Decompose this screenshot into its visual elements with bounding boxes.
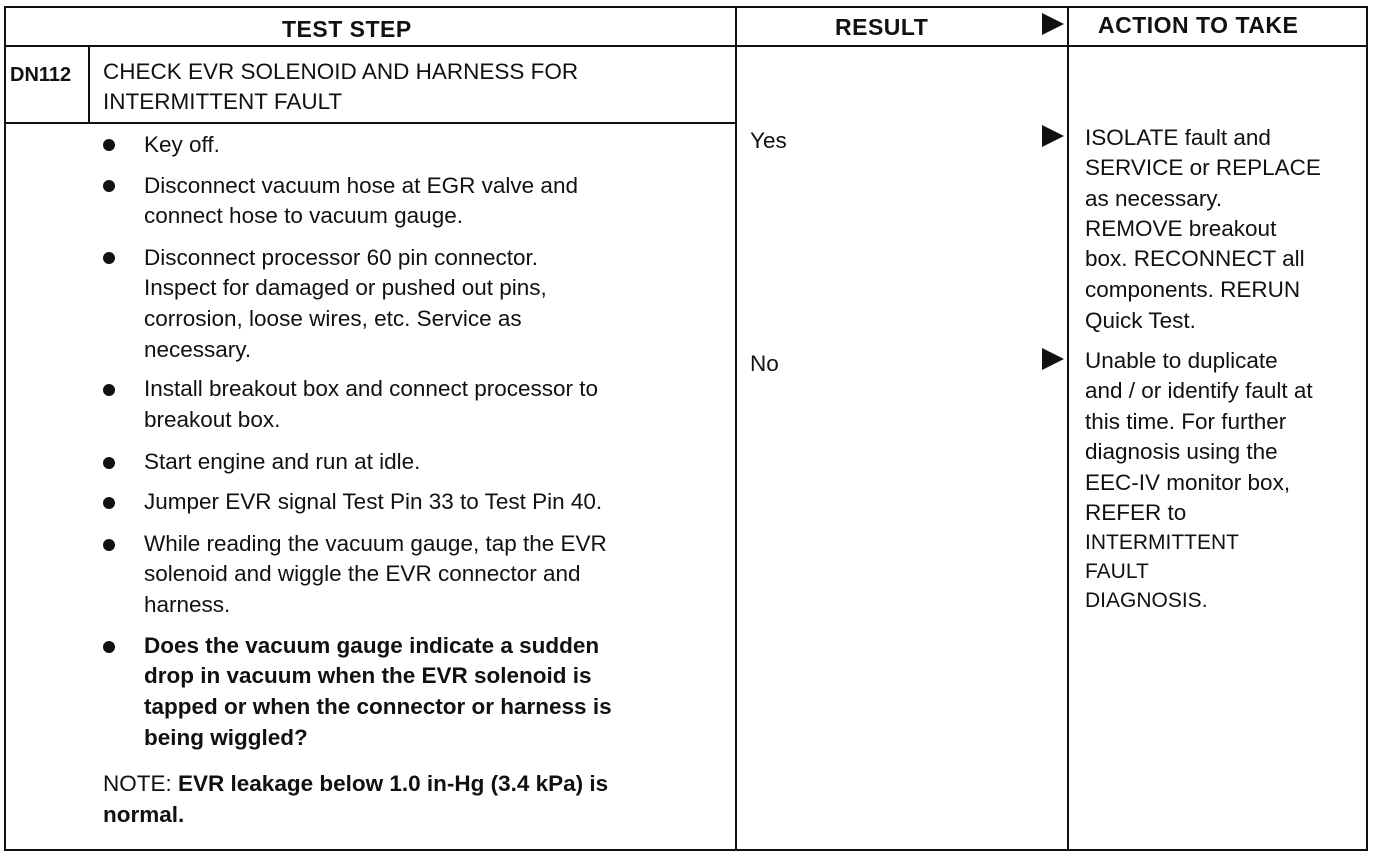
bullet-line-question: tapped or when the connector or harness is <box>144 694 612 719</box>
result-yes: Yes <box>750 128 787 153</box>
note-text: EVR leakage below 1.0 in-Hg (3.4 kPa) is <box>178 771 609 796</box>
action-line: Unable to duplicate <box>1085 348 1278 373</box>
bullet-line: Disconnect processor 60 pin connector. <box>144 245 538 270</box>
action-line: and / or identify fault at <box>1085 378 1313 403</box>
bullet-icon <box>103 641 115 653</box>
action-line: REMOVE breakout <box>1085 216 1277 241</box>
bullet-line-question: being wiggled? <box>144 725 308 750</box>
bullet-line: breakout box. <box>144 407 281 432</box>
header-result: RESULT <box>835 14 929 40</box>
action-line: SERVICE or REPLACE <box>1085 155 1321 180</box>
bullet-line: Disconnect vacuum hose at EGR valve and <box>144 173 578 198</box>
bullet-line: solenoid and wiggle the EVR connector and <box>144 561 581 586</box>
result-no: No <box>750 351 779 376</box>
bullet-line-question: drop in vacuum when the EVR solenoid is <box>144 663 592 688</box>
bullet-icon <box>103 384 115 396</box>
header-action: ACTION TO TAKE <box>1098 12 1299 38</box>
action-line: box. RECONNECT all <box>1085 246 1305 271</box>
note-line: normal. <box>103 802 185 827</box>
action-line: REFER to <box>1085 500 1187 525</box>
bullet-line: necessary. <box>144 337 252 362</box>
rule-top <box>4 6 1368 8</box>
result-yes-arrow-icon <box>1042 125 1064 147</box>
action-line: DIAGNOSIS. <box>1085 589 1208 612</box>
action-line: FAULT <box>1085 560 1149 583</box>
rule-bottom <box>4 849 1368 851</box>
rule-code-divider <box>88 45 90 124</box>
bullet-line: harness. <box>144 592 231 617</box>
bullet-icon <box>103 180 115 192</box>
note-prefix: NOTE: <box>103 771 179 796</box>
action-line: Quick Test. <box>1085 308 1196 333</box>
action-line: this time. For further <box>1085 409 1287 434</box>
bullet-line: Start engine and run at idle. <box>144 449 421 474</box>
bullet-icon <box>103 252 115 264</box>
action-line: diagnosis using the <box>1085 439 1278 464</box>
bullet-icon <box>103 539 115 551</box>
bullet-line-question: Does the vacuum gauge indicate a sudden <box>144 633 600 658</box>
rule-right <box>1366 6 1368 851</box>
header-test-step: TEST STEP <box>282 16 412 42</box>
action-line: as necessary. <box>1085 186 1223 211</box>
bullet-icon <box>103 139 115 151</box>
bullet-line: Key off. <box>144 132 220 157</box>
action-line: components. RERUN <box>1085 277 1301 302</box>
action-line: ISOLATE fault and <box>1085 125 1271 150</box>
result-no-arrow-icon <box>1042 348 1064 370</box>
rule-result-action <box>1067 6 1069 851</box>
bullet-line: Install breakout box and connect processor to <box>144 376 599 401</box>
step-code: DN112 <box>10 64 72 86</box>
step-title-line: INTERMITTENT FAULT <box>103 89 343 114</box>
step-title-line: CHECK EVR SOLENOID AND HARNESS FOR <box>103 59 579 84</box>
bullet-line: Jumper EVR signal Test Pin 33 to Test Pin 40. <box>144 489 603 514</box>
note-line <box>103 769 608 800</box>
rule-test-result <box>735 6 737 851</box>
header-arrow-icon <box>1042 13 1064 35</box>
rule-step-title-bottom <box>4 122 736 124</box>
bullet-line: connect hose to vacuum gauge. <box>144 203 463 228</box>
rule-left <box>4 6 6 851</box>
action-line: INTERMITTENT <box>1085 531 1239 554</box>
bullet-line: corrosion, loose wires, etc. Service as <box>144 306 522 331</box>
action-line: EEC-IV monitor box, <box>1085 470 1291 495</box>
rule-header-bottom <box>4 45 1368 47</box>
bullet-line: While reading the vacuum gauge, tap the EVR <box>144 531 607 556</box>
bullet-icon <box>103 497 115 509</box>
bullet-icon <box>103 457 115 469</box>
bullet-line: Inspect for damaged or pushed out pins, <box>144 275 547 300</box>
